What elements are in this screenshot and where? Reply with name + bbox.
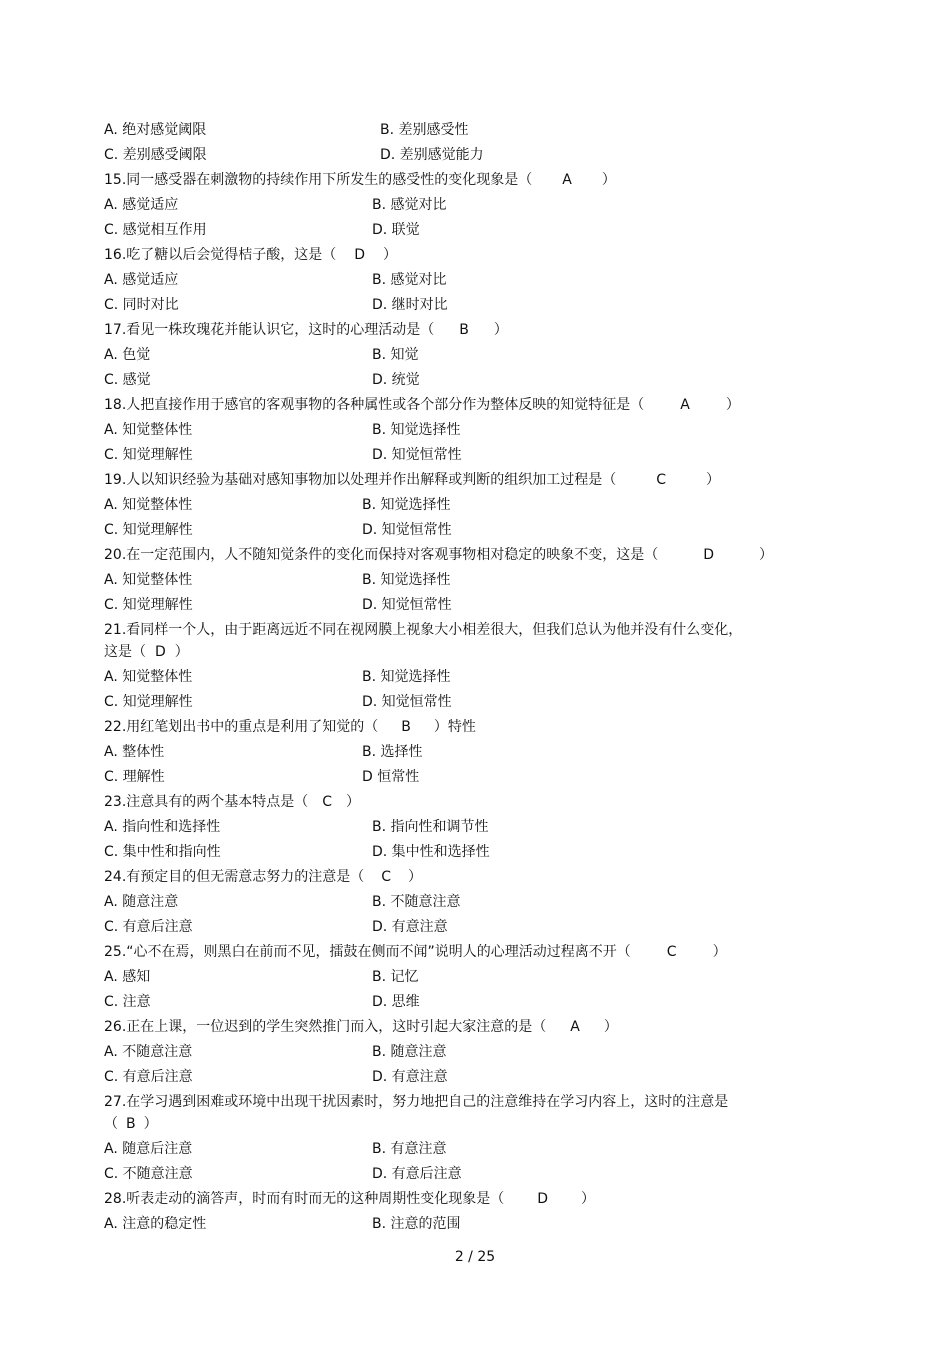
question-text-cont: 这是（: [104, 644, 146, 660]
question-close: ）: [759, 547, 774, 563]
answer-letter: B: [126, 1116, 136, 1132]
option-right: B. 知觉选择性: [362, 497, 451, 513]
option-left: A. 感觉适应: [104, 197, 179, 213]
option-left: C. 差别感受阈限: [104, 147, 207, 163]
question: [104, 940, 844, 965]
option-row: [104, 915, 844, 940]
answer-letter: C: [381, 869, 392, 885]
question-close: ）: [493, 322, 508, 338]
option-right: D 恒常性: [362, 769, 420, 785]
option-right: D. 统觉: [372, 372, 420, 388]
option-left: C. 理解性: [104, 769, 165, 785]
option-row: [104, 965, 844, 990]
option-right: D. 联觉: [372, 222, 420, 238]
option-left: C. 集中性和指向性: [104, 844, 221, 860]
answer-letter: D: [354, 247, 366, 263]
option-row: [104, 840, 844, 865]
question-text: 19.人以知识经验为基础对感知事物加以处理并作出解释或判断的组织加工过程是（: [104, 472, 617, 488]
option-row: [104, 1065, 844, 1090]
question-text: 18.人把直接作用于感官的客观事物的各种属性或各个部分作为整体反映的知觉特征是（: [104, 397, 645, 413]
question: [104, 168, 844, 193]
option-right: B. 指向性和调节性: [372, 819, 489, 835]
option-right: B. 知觉选择性: [362, 572, 451, 588]
answer-letter: C: [656, 472, 667, 488]
option-left: A. 感觉适应: [104, 272, 179, 288]
option-left: C. 有意后注意: [104, 1069, 193, 1085]
answer-letter: D: [537, 1191, 549, 1207]
answer-letter: B: [459, 322, 469, 338]
question-text: 17.看见一株玫瑰花并能认识它，这时的心理活动是（: [104, 322, 435, 338]
option-right: D. 继时对比: [372, 297, 448, 313]
option-row: [104, 293, 844, 318]
option-row: [104, 493, 844, 518]
option-row: [104, 368, 844, 393]
option-right: B. 选择性: [362, 744, 423, 760]
option-right: D. 有意注意: [372, 1069, 448, 1085]
answer-letter: A: [562, 172, 572, 188]
answer-letter: D: [703, 547, 715, 563]
option-right: D. 思维: [372, 994, 420, 1010]
question-text: 26.正在上课，一位迟到的学生突然推门而入，这时引起大家注意的是（: [104, 1019, 547, 1035]
option-row: [104, 740, 844, 765]
option-left: A. 不随意注意: [104, 1044, 193, 1060]
option-left: A. 知觉整体性: [104, 422, 193, 438]
question-text: 21.看同样一个人，由于距离远近不同在视网膜上视象大小相差很大，但我们总认为他并没有什么变化，: [104, 622, 743, 638]
question-text: 16.吃了糖以后会觉得桔子酸，这是（: [104, 247, 337, 263]
question: [104, 1015, 844, 1040]
question: [104, 318, 844, 343]
question-text: 20.在一定范围内，人不随知觉条件的变化而保持对客观事物相对稳定的映象不变，这是（: [104, 547, 659, 563]
question: [104, 393, 844, 418]
option-left: C. 有意后注意: [104, 919, 193, 935]
option-right: D. 有意注意: [372, 919, 448, 935]
option-row: [104, 343, 844, 368]
question-close: ）: [601, 172, 616, 188]
question-text: 22.用红笔划出书中的重点是利用了知觉的（: [104, 719, 379, 735]
option-right: B. 知觉: [372, 347, 419, 363]
option-left: C. 感觉: [104, 372, 151, 388]
option-left: A. 感知: [104, 969, 151, 985]
answer-letter: A: [570, 1019, 580, 1035]
option-left: A. 指向性和选择性: [104, 819, 221, 835]
question: [104, 1187, 844, 1212]
option-row: [104, 1137, 844, 1162]
question-list: [104, 118, 844, 1237]
option-row: [104, 418, 844, 443]
page-number: 2 / 25: [454, 1249, 496, 1265]
option-row: [104, 990, 844, 1015]
option-row: [104, 218, 844, 243]
option-row: [104, 665, 844, 690]
question-close: ）: [581, 1191, 596, 1207]
answer-letter: A: [680, 397, 690, 413]
option-row: [104, 118, 844, 143]
question: [104, 243, 844, 268]
answer-letter: B: [401, 719, 411, 735]
option-row: [104, 765, 844, 790]
question-close: ）: [143, 1116, 158, 1132]
question: [104, 468, 844, 493]
question-text: 23.注意具有的两个基本特点是（: [104, 794, 309, 810]
option-row: [104, 1162, 844, 1187]
option-left: A. 知觉整体性: [104, 572, 193, 588]
question-text: 28.听表走动的滴答声，时而有时而无的这种周期性变化现象是（: [104, 1191, 505, 1207]
option-row: [104, 143, 844, 168]
option-right: B. 随意注意: [372, 1044, 447, 1060]
option-left: C. 知觉理解性: [104, 522, 193, 538]
option-right: D. 有意后注意: [372, 1166, 462, 1182]
option-left: C. 知觉理解性: [104, 694, 193, 710]
option-right: B. 知觉选择性: [372, 422, 461, 438]
question: [104, 1090, 844, 1137]
option-row: [104, 1040, 844, 1065]
option-right: D. 知觉恒常性: [362, 522, 452, 538]
option-right: D. 集中性和选择性: [372, 844, 490, 860]
question-text: 25.“心不在焉，则黑白在前而不见，擂鼓在侧而不闻”说明人的心理活动过程离不开（: [104, 944, 631, 960]
option-left: A. 知觉整体性: [104, 669, 193, 685]
option-left: A. 随意后注意: [104, 1141, 193, 1157]
answer-letter: D: [155, 644, 166, 660]
option-right: B. 感觉对比: [372, 272, 447, 288]
option-left: A. 色觉: [104, 347, 151, 363]
question: [104, 715, 844, 740]
question-close: ）: [712, 944, 727, 960]
option-row: [104, 193, 844, 218]
option-right: D. 差别感觉能力: [380, 147, 484, 163]
option-right: B. 知觉选择性: [362, 669, 451, 685]
option-left: A. 知觉整体性: [104, 497, 193, 513]
option-left: A. 随意注意: [104, 894, 179, 910]
question-text: 27.在学习遇到困难或环境中出现干扰因素时，努力地把自己的注意维持在学习内容上，这时的注意是: [104, 1094, 729, 1110]
option-row: [104, 815, 844, 840]
option-right: B. 记忆: [372, 969, 419, 985]
option-row: [104, 1212, 844, 1237]
option-row: [104, 518, 844, 543]
option-row: [104, 568, 844, 593]
option-right: B. 感觉对比: [372, 197, 447, 213]
question-text-cont: （: [104, 1116, 118, 1132]
question-close: ）: [383, 247, 398, 263]
option-left: C. 知觉理解性: [104, 447, 193, 463]
option-right: D. 知觉恒常性: [362, 694, 452, 710]
answer-letter: C: [666, 944, 677, 960]
option-left: C. 不随意注意: [104, 1166, 193, 1182]
question-text: 24.有预定目的但无需意志努力的注意是（: [104, 869, 365, 885]
answer-letter: C: [322, 794, 333, 810]
question: [104, 543, 844, 568]
question: [104, 618, 844, 665]
option-row: [104, 890, 844, 915]
option-left: C. 注意: [104, 994, 151, 1010]
question-close: ）: [346, 794, 361, 810]
question-close: ）: [408, 869, 423, 885]
question-close: ）: [706, 472, 721, 488]
option-row: [104, 593, 844, 618]
option-left: A. 注意的稳定性: [104, 1216, 207, 1232]
option-row: [104, 443, 844, 468]
question-close: ）: [725, 397, 740, 413]
option-left: A. 绝对感觉阈限: [104, 122, 207, 138]
option-row: [104, 268, 844, 293]
question: [104, 865, 844, 890]
question-close: ）: [174, 644, 189, 660]
option-right: D. 知觉恒常性: [372, 447, 462, 463]
option-left: C. 感觉相互作用: [104, 222, 207, 238]
question-close: ）: [603, 1019, 618, 1035]
option-right: D. 知觉恒常性: [362, 597, 452, 613]
option-left: A. 整体性: [104, 744, 165, 760]
question-close: ）特性: [433, 719, 476, 735]
option-left: C. 知觉理解性: [104, 597, 193, 613]
option-right: B. 差别感受性: [380, 122, 469, 138]
option-row: [104, 690, 844, 715]
option-right: B. 注意的范围: [372, 1216, 461, 1232]
option-left: C. 同时对比: [104, 297, 179, 313]
option-right: B. 有意注意: [372, 1141, 447, 1157]
option-right: B. 不随意注意: [372, 894, 461, 910]
question: [104, 790, 844, 815]
question-text: 15.同一感受器在刺激物的持续作用下所发生的感受性的变化现象是（: [104, 172, 533, 188]
